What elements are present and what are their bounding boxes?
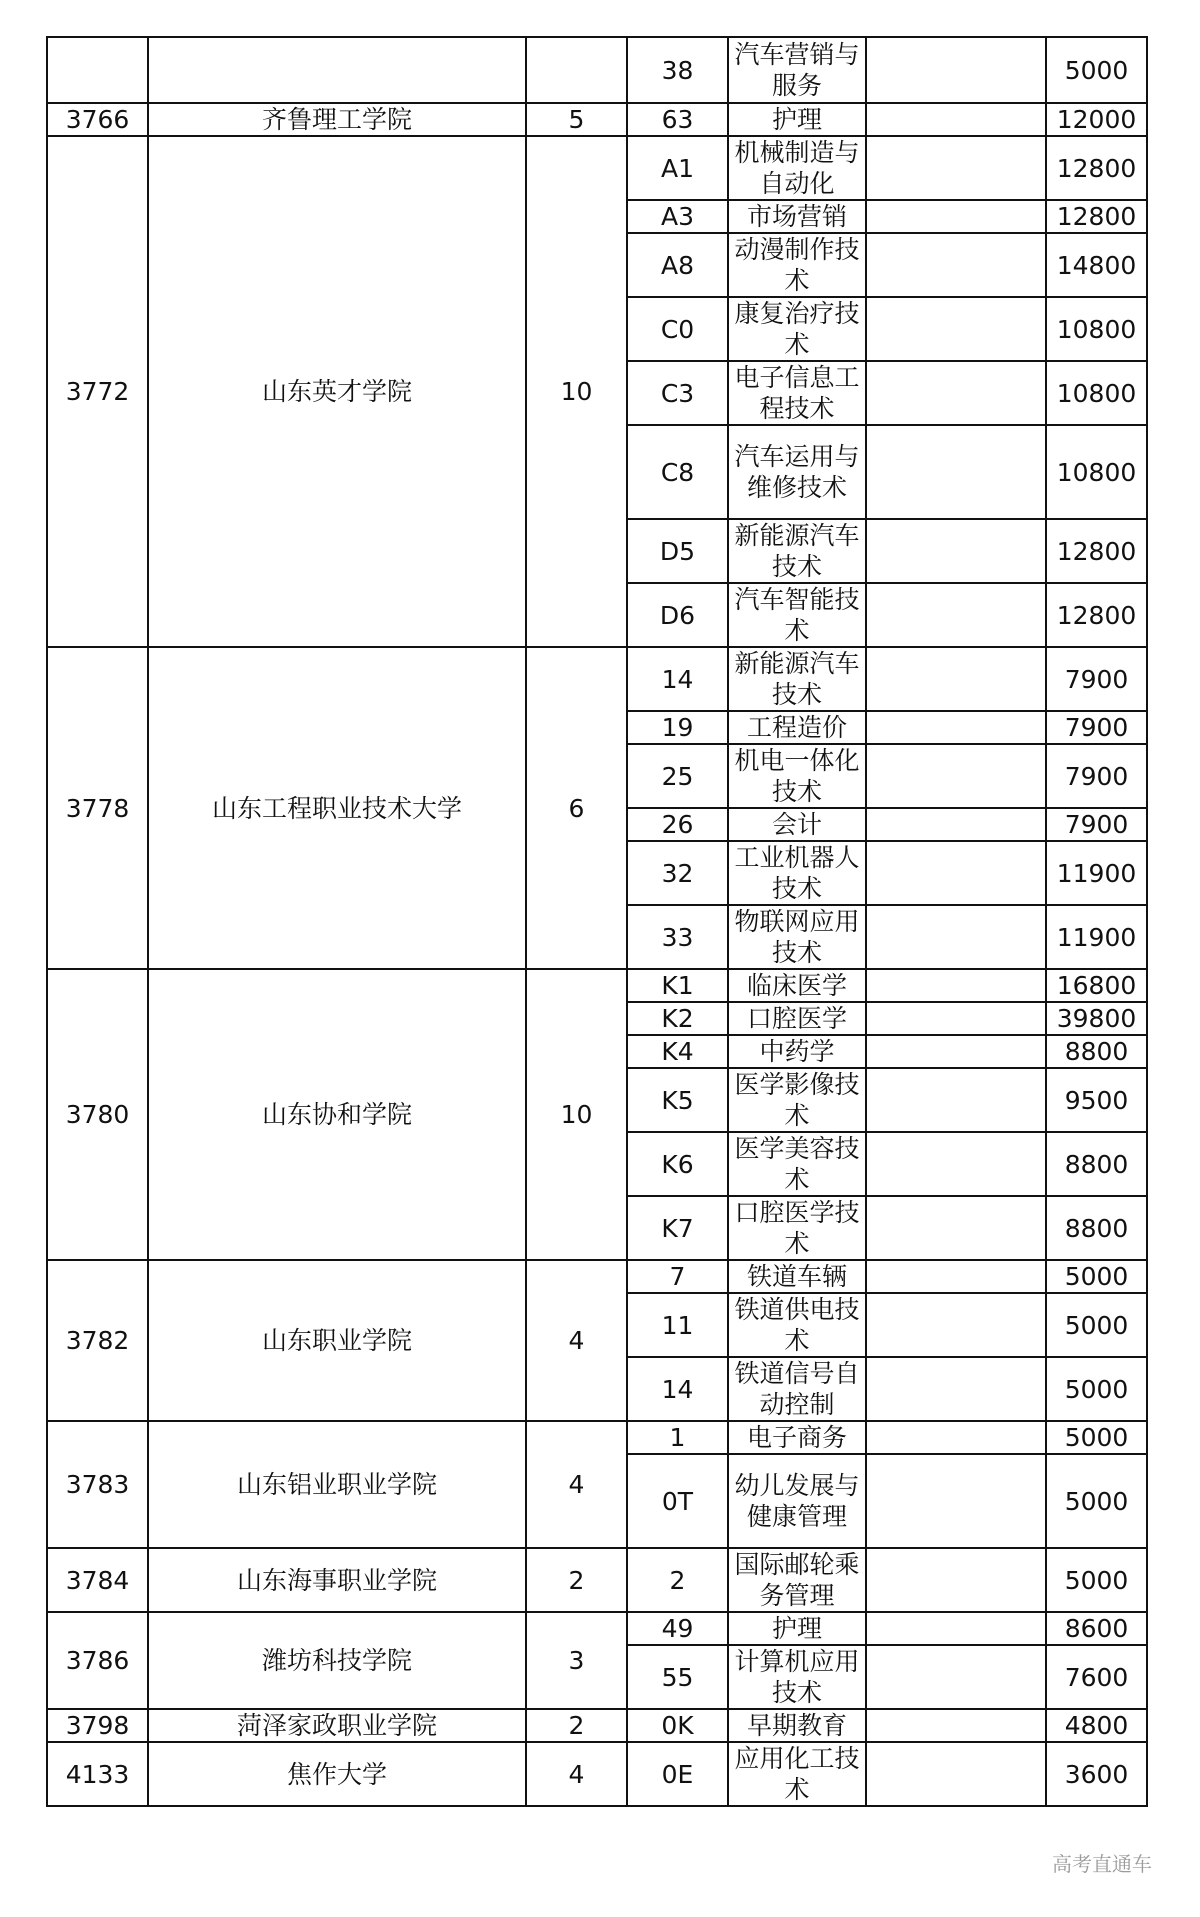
tuition: 8800 (1046, 1196, 1147, 1260)
school-name: 菏泽家政职业学院 (148, 1709, 526, 1742)
table-row (47, 1548, 1147, 1612)
major-code: C0 (627, 297, 728, 361)
admissions-table (46, 36, 1148, 1807)
plan-count: 4 (526, 1260, 627, 1421)
table-row (47, 647, 1147, 711)
tuition: 10800 (1046, 297, 1147, 361)
plan-count: 4 (526, 1421, 627, 1548)
tuition: 10800 (1046, 361, 1147, 425)
major-code: 33 (627, 905, 728, 969)
note-cell (866, 1357, 1046, 1421)
tuition: 39800 (1046, 1002, 1147, 1035)
major-name: 物联网应用技术 (728, 905, 866, 969)
note-cell (866, 1645, 1046, 1709)
major-code: K5 (627, 1068, 728, 1132)
major-name: 计算机应用技术 (728, 1645, 866, 1709)
major-name: 机电一体化技术 (728, 744, 866, 808)
school-code: 3766 (47, 103, 148, 136)
major-code: 14 (627, 647, 728, 711)
school-code: 3780 (47, 969, 148, 1260)
major-name: 新能源汽车技术 (728, 519, 866, 583)
major-name: 护理 (728, 103, 866, 136)
note-cell (866, 136, 1046, 200)
note-cell (866, 808, 1046, 841)
tuition: 9500 (1046, 1068, 1147, 1132)
note-cell (866, 1548, 1046, 1612)
note-cell (866, 969, 1046, 1002)
major-code: 26 (627, 808, 728, 841)
major-code: 2 (627, 1548, 728, 1612)
note-cell (866, 37, 1046, 103)
major-name: 电子商务 (728, 1421, 866, 1454)
major-code: 11 (627, 1293, 728, 1357)
note-cell (866, 1454, 1046, 1548)
note-cell (866, 233, 1046, 297)
major-code: A8 (627, 233, 728, 297)
tuition: 14800 (1046, 233, 1147, 297)
table-row (47, 1709, 1147, 1742)
note-cell (866, 519, 1046, 583)
tuition: 5000 (1046, 37, 1147, 103)
major-name: 口腔医学 (728, 1002, 866, 1035)
school-code (47, 37, 148, 103)
table-row (47, 1421, 1147, 1454)
note-cell (866, 425, 1046, 519)
major-name: 国际邮轮乘务管理 (728, 1548, 866, 1612)
major-name: 汽车营销与服务 (728, 37, 866, 103)
school-name: 焦作大学 (148, 1742, 526, 1806)
tuition: 5000 (1046, 1548, 1147, 1612)
plan-count: 2 (526, 1548, 627, 1612)
note-cell (866, 361, 1046, 425)
plan-count (526, 37, 627, 103)
tuition: 12800 (1046, 583, 1147, 647)
major-code: A3 (627, 200, 728, 233)
plan-count: 4 (526, 1742, 627, 1806)
major-code: 49 (627, 1612, 728, 1645)
major-code: 63 (627, 103, 728, 136)
tuition: 10800 (1046, 425, 1147, 519)
school-name: 山东职业学院 (148, 1260, 526, 1421)
major-code: 19 (627, 711, 728, 744)
major-name: 铁道信号自动控制 (728, 1357, 866, 1421)
plan-count: 10 (526, 969, 627, 1260)
major-name: 电子信息工程技术 (728, 361, 866, 425)
tuition: 11900 (1046, 841, 1147, 905)
school-name: 山东英才学院 (148, 136, 526, 647)
school-code: 3778 (47, 647, 148, 969)
note-cell (866, 744, 1046, 808)
table-row (47, 136, 1147, 200)
major-name: 工程造价 (728, 711, 866, 744)
major-code: 0T (627, 1454, 728, 1548)
note-cell (866, 841, 1046, 905)
major-code: 0E (627, 1742, 728, 1806)
school-name: 潍坊科技学院 (148, 1612, 526, 1709)
major-name: 临床医学 (728, 969, 866, 1002)
major-name: 早期教育 (728, 1709, 866, 1742)
major-name: 会计 (728, 808, 866, 841)
major-code: 14 (627, 1357, 728, 1421)
table-row (47, 969, 1147, 1002)
major-code: D6 (627, 583, 728, 647)
major-code: K7 (627, 1196, 728, 1260)
note-cell (866, 1742, 1046, 1806)
major-name: 铁道车辆 (728, 1260, 866, 1293)
note-cell (866, 711, 1046, 744)
school-name: 山东工程职业技术大学 (148, 647, 526, 969)
tuition: 12800 (1046, 200, 1147, 233)
major-name: 应用化工技术 (728, 1742, 866, 1806)
note-cell (866, 1196, 1046, 1260)
major-name: 护理 (728, 1612, 866, 1645)
school-name (148, 37, 526, 103)
major-code: 25 (627, 744, 728, 808)
major-code: D5 (627, 519, 728, 583)
tuition: 12000 (1046, 103, 1147, 136)
note-cell (866, 1293, 1046, 1357)
table-row (47, 1260, 1147, 1293)
note-cell (866, 1002, 1046, 1035)
table-row (47, 1612, 1147, 1645)
note-cell (866, 1260, 1046, 1293)
tuition: 12800 (1046, 519, 1147, 583)
table-row (47, 1742, 1147, 1806)
tuition: 5000 (1046, 1293, 1147, 1357)
major-code: 55 (627, 1645, 728, 1709)
note-cell (866, 200, 1046, 233)
school-code: 3786 (47, 1612, 148, 1709)
plan-count: 6 (526, 647, 627, 969)
tuition: 5000 (1046, 1454, 1147, 1548)
major-name: 工业机器人技术 (728, 841, 866, 905)
major-code: A1 (627, 136, 728, 200)
major-name: 市场营销 (728, 200, 866, 233)
note-cell (866, 103, 1046, 136)
note-cell (866, 1035, 1046, 1068)
major-code: K2 (627, 1002, 728, 1035)
note-cell (866, 297, 1046, 361)
plan-count: 3 (526, 1612, 627, 1709)
tuition: 4800 (1046, 1709, 1147, 1742)
note-cell (866, 647, 1046, 711)
tuition: 3600 (1046, 1742, 1147, 1806)
plan-count: 2 (526, 1709, 627, 1742)
tuition: 7900 (1046, 808, 1147, 841)
major-name: 动漫制作技术 (728, 233, 866, 297)
note-cell (866, 1612, 1046, 1645)
school-code: 3784 (47, 1548, 148, 1612)
tuition: 12800 (1046, 136, 1147, 200)
major-name: 口腔医学技术 (728, 1196, 866, 1260)
school-code: 4133 (47, 1742, 148, 1806)
major-code: K1 (627, 969, 728, 1002)
school-code: 3782 (47, 1260, 148, 1421)
note-cell (866, 1709, 1046, 1742)
watermark: 高考直通车 (1052, 1852, 1152, 1876)
tuition: 7600 (1046, 1645, 1147, 1709)
major-code: 1 (627, 1421, 728, 1454)
major-name: 汽车运用与维修技术 (728, 425, 866, 519)
tuition: 5000 (1046, 1421, 1147, 1454)
major-name: 康复治疗技术 (728, 297, 866, 361)
school-name: 山东铝业职业学院 (148, 1421, 526, 1548)
plan-count: 5 (526, 103, 627, 136)
plan-count: 10 (526, 136, 627, 647)
tuition: 7900 (1046, 744, 1147, 808)
tuition: 5000 (1046, 1357, 1147, 1421)
major-name: 新能源汽车技术 (728, 647, 866, 711)
note-cell (866, 583, 1046, 647)
major-code: K4 (627, 1035, 728, 1068)
major-code: K6 (627, 1132, 728, 1196)
note-cell (866, 1132, 1046, 1196)
school-code: 3798 (47, 1709, 148, 1742)
major-name: 汽车智能技术 (728, 583, 866, 647)
major-name: 医学美容技术 (728, 1132, 866, 1196)
note-cell (866, 1421, 1046, 1454)
major-code: 38 (627, 37, 728, 103)
note-cell (866, 1068, 1046, 1132)
major-code: 32 (627, 841, 728, 905)
school-code: 3783 (47, 1421, 148, 1548)
tuition: 16800 (1046, 969, 1147, 1002)
school-name: 山东协和学院 (148, 969, 526, 1260)
school-name: 齐鲁理工学院 (148, 103, 526, 136)
major-name: 医学影像技术 (728, 1068, 866, 1132)
major-name: 中药学 (728, 1035, 866, 1068)
major-name: 铁道供电技术 (728, 1293, 866, 1357)
tuition: 11900 (1046, 905, 1147, 969)
major-code: 7 (627, 1260, 728, 1293)
tuition: 7900 (1046, 711, 1147, 744)
tuition: 8800 (1046, 1035, 1147, 1068)
tuition: 8600 (1046, 1612, 1147, 1645)
table-row (47, 37, 1147, 103)
tuition: 8800 (1046, 1132, 1147, 1196)
major-code: C8 (627, 425, 728, 519)
school-code: 3772 (47, 136, 148, 647)
major-code: 0K (627, 1709, 728, 1742)
major-name: 机械制造与自动化 (728, 136, 866, 200)
school-name: 山东海事职业学院 (148, 1548, 526, 1612)
table-row (47, 103, 1147, 136)
major-name: 幼儿发展与健康管理 (728, 1454, 866, 1548)
note-cell (866, 905, 1046, 969)
tuition: 5000 (1046, 1260, 1147, 1293)
major-code: C3 (627, 361, 728, 425)
tuition: 7900 (1046, 647, 1147, 711)
